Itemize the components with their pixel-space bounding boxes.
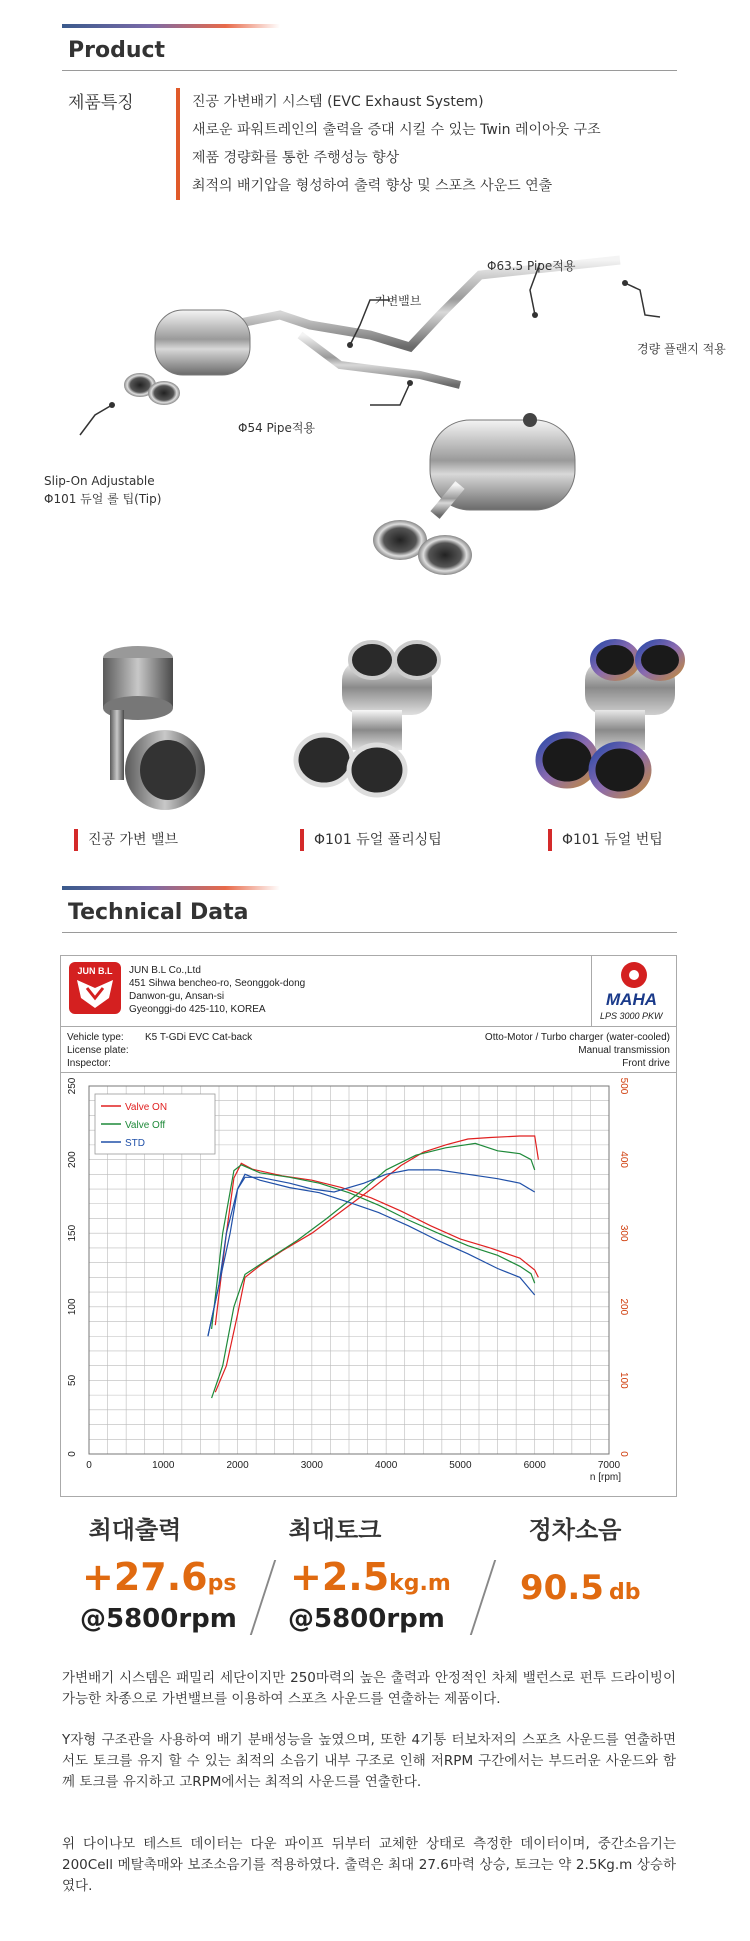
stat-power-rpm: @5800rpm xyxy=(80,1604,237,1634)
stat-power xyxy=(82,1555,236,1599)
description-paragraph: 가변배기 시스템은 패밀리 세단이지만 250마력의 높은 출력과 안정적인 차체 밸런스로 펀투 드라이빙이 가능한 차종으로 가변밸브를 이용하여 스포츠 사운드를 연출하는 제품이다. xyxy=(62,1670,676,1707)
report-divider xyxy=(61,1026,676,1027)
callout-flange: 경량 플랜지 적용 xyxy=(637,342,726,356)
callout-tip-line1: Slip-On Adjustable xyxy=(44,474,155,488)
y-right-tick-label: 100 xyxy=(618,1372,629,1389)
description-paragraph: Y자형 구조관을 사용하여 배기 분배성능을 높였으며, 또한 4기통 터보차저의 스포츠 사운드를 연출하면서도 토크를 유지 할 수 있는 최적의 소음기 내부 구조로 인해 저RPM 구간에서는 부드러운 사운드와 함께 토크를 유지하고 고RPM에서는 최적의 사운드를 연출한다. xyxy=(62,1732,676,1790)
y-left-tick-label: 50 xyxy=(67,1374,78,1386)
description-paragraph: 위 다이나모 테스트 데이터는 다운 파이프 뒤부터 교체한 상태로 측정한 데이터이며, 중간소음기는 200Cell 메탈촉매와 보조소음기를 적용하였다. 출력은 최대 27.6마력 상승, 토크는 약 2.5Kg.m 상승하였다. xyxy=(62,1836,676,1894)
part-caption-burnt-tip: Φ101 듀얼 번팁 xyxy=(548,829,663,851)
series-power-line-std xyxy=(208,1170,535,1336)
callout-valve: 가변밸브 xyxy=(375,294,422,308)
y-right-tick-label: 400 xyxy=(618,1151,629,1168)
shield-icon xyxy=(69,976,121,1012)
dyno-chart xyxy=(61,1074,674,1494)
x-tick-label: 0 xyxy=(86,1460,92,1471)
jun-bl-logo-text: JUN B.L xyxy=(77,966,113,976)
stat-power-value: +27.6 xyxy=(82,1555,208,1599)
stat-torque-unit: kg.m xyxy=(389,1571,451,1596)
y-right-tick-label: 0 xyxy=(618,1451,629,1457)
engine-type: Otto-Motor / Turbo charger (water-cooled) xyxy=(484,1032,670,1043)
y-right-tick-label: 500 xyxy=(618,1077,629,1095)
x-tick-label: 3000 xyxy=(300,1460,323,1471)
maha-logo-box xyxy=(591,956,676,1026)
section-accent-bar xyxy=(62,886,280,890)
stat-noise xyxy=(520,1568,640,1608)
legend-label: Valve ON xyxy=(125,1102,168,1113)
stat-noise-unit: db xyxy=(608,1580,641,1605)
gear-icon xyxy=(616,960,652,990)
company-address-line: Danwon-gu, Ansan-si xyxy=(129,991,225,1002)
section-accent-bar xyxy=(62,24,280,28)
maha-badge: MAHA xyxy=(606,990,657,1009)
company-address xyxy=(129,964,305,1016)
stat-separator xyxy=(250,1560,276,1635)
callout-pipe-54: Φ54 Pipe적용 xyxy=(238,421,316,435)
legend-label: Valve Off xyxy=(125,1120,166,1131)
vehicle-type-label: Vehicle type: xyxy=(67,1032,124,1043)
feature-item: 제품 경량화를 통한 주행성능 향상 xyxy=(192,150,400,166)
jun-bl-logo xyxy=(69,962,121,1014)
part-caption-polished-tip: Φ101 듀얼 폴리싱팁 xyxy=(300,829,442,851)
maha-model: LPS 3000 PKW xyxy=(600,1011,663,1021)
report-divider xyxy=(61,1072,676,1073)
callout-tip-line2: Φ101 듀얼 롤 팁(Tip) xyxy=(44,492,162,506)
stat-noise-value: 90.5 xyxy=(520,1568,604,1608)
y-right-tick-label: 200 xyxy=(618,1298,629,1316)
vacuum-valve-image xyxy=(80,640,210,815)
company-address-line: Gyeonggi-do 425-110, KOREA xyxy=(129,1004,266,1015)
vehicle-type: K5 T-GDi EVC Cat-back xyxy=(145,1032,253,1043)
y-left-tick-label: 100 xyxy=(67,1298,78,1316)
polished-tip-image xyxy=(292,635,452,800)
company-name: JUN B.L Co.,Ltd xyxy=(129,965,201,976)
stat-torque-value: +2.5 xyxy=(290,1555,390,1599)
feature-item: 진공 가변배기 시스템 (EVC Exhaust System) xyxy=(192,94,484,110)
stat-torque xyxy=(290,1555,451,1599)
feature-item: 최적의 배기압을 형성하여 출력 향상 및 스포츠 사운드 연출 xyxy=(192,178,553,194)
stat-label-power: 최대출력 xyxy=(88,1516,182,1544)
series-torque-line-std xyxy=(208,1174,535,1336)
section-divider xyxy=(62,70,677,71)
feature-item: 새로운 파워트레인의 출력을 증대 시킬 수 있는 Twin 레이아웃 구조 xyxy=(192,122,601,138)
stat-power-unit: ps xyxy=(207,1571,237,1596)
y-right-tick-label: 300 xyxy=(618,1224,629,1242)
stat-label-noise: 정차소음 xyxy=(528,1516,622,1544)
y-left-tick-label: 150 xyxy=(67,1224,78,1242)
x-tick-label: 2000 xyxy=(226,1460,249,1471)
callout-pipe-635: Φ63.5 Pipe적용 xyxy=(487,259,576,273)
x-tick-label: 6000 xyxy=(523,1460,546,1471)
stat-label-torque: 최대토크 xyxy=(288,1516,382,1544)
feature-list xyxy=(176,88,672,200)
x-tick-label: 4000 xyxy=(375,1460,398,1471)
inspector-label: Inspector: xyxy=(67,1058,111,1069)
y-left-tick-label: 200 xyxy=(67,1151,78,1168)
y-left-tick-label: 250 xyxy=(67,1077,78,1095)
drive-type: Front drive xyxy=(622,1058,670,1069)
burnt-tip-image xyxy=(535,635,695,800)
series-power-line-valve-off xyxy=(212,1143,535,1398)
features-label: 제품특징 xyxy=(68,93,134,113)
stat-separator xyxy=(470,1560,496,1635)
y-left-tick-label: 0 xyxy=(67,1451,78,1457)
series-torque-line-valve-on xyxy=(215,1163,538,1325)
section-divider xyxy=(62,932,677,933)
stat-torque-rpm: @5800rpm xyxy=(288,1604,445,1634)
product-section-title: Product xyxy=(68,38,166,63)
company-address-line: 451 Sihwa bencheo-ro, Seonggok-dong xyxy=(129,978,306,989)
legend-label: STD xyxy=(125,1138,145,1149)
x-axis-label: n [rpm] xyxy=(589,1472,621,1483)
transmission-type: Manual transmission xyxy=(578,1045,670,1056)
x-tick-label: 5000 xyxy=(449,1460,472,1471)
license-label: License plate: xyxy=(67,1045,129,1056)
x-tick-label: 1000 xyxy=(152,1460,175,1471)
dyno-report xyxy=(60,955,677,1497)
part-caption-valve: 진공 가변 밸브 xyxy=(74,829,178,851)
technical-section-title: Technical Data xyxy=(68,900,249,925)
x-tick-label: 7000 xyxy=(597,1460,621,1471)
